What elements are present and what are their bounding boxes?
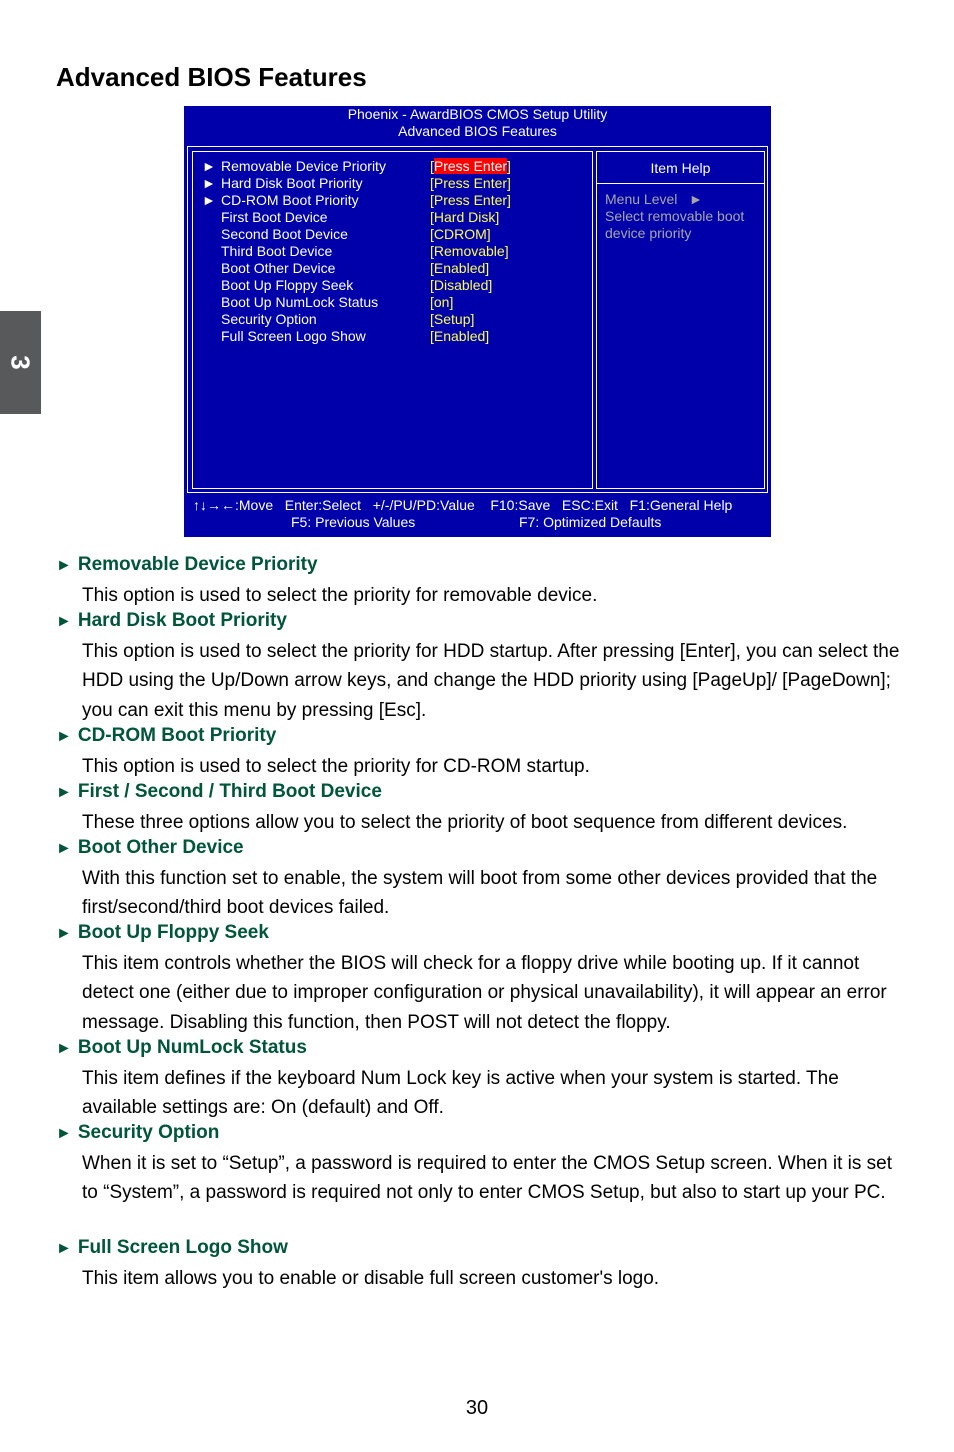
item-help-panel xyxy=(596,151,765,489)
bios-title-line1: Phoenix - AwardBIOS CMOS Setup Utility xyxy=(347,106,608,122)
help-text-line: Select removable boot xyxy=(605,208,745,224)
bios-item-label: Boot Up NumLock Status xyxy=(221,294,379,310)
triangle-bullet-icon: ► xyxy=(56,1125,72,1142)
key-legend-f7: F7: Optimized Defaults xyxy=(519,514,662,530)
bios-item-value[interactable]: [Press Enter] xyxy=(430,192,511,208)
bios-item-label: Security Option xyxy=(221,311,317,327)
section-full-screen-logo-show xyxy=(56,1236,916,1293)
bios-item-value[interactable]: [Removable] xyxy=(430,243,509,259)
submenu-arrow-icon: ► xyxy=(202,158,216,174)
section-text: This item allows you to enable or disable full screen customer's logo. xyxy=(82,1268,660,1289)
bios-item-value[interactable]: [Press Enter] xyxy=(430,158,511,174)
section-boot-device-order xyxy=(56,780,916,837)
selected-value: Press Enter xyxy=(433,158,508,174)
section-heading: ► CD-ROM Boot Priority xyxy=(56,725,277,746)
help-menu-level: Menu Level ► xyxy=(605,191,703,207)
bios-item-value[interactable]: [Enabled] xyxy=(430,260,490,276)
section-removable-device-priority xyxy=(56,553,916,610)
triangle-bullet-icon: ► xyxy=(56,925,72,942)
bios-item-security-option[interactable] xyxy=(193,311,592,328)
chapter-tab xyxy=(0,311,41,414)
submenu-arrow-icon: ► xyxy=(202,192,216,208)
section-text: This option is used to select the priority for HDD startup. After pressing [Enter], you can select the HDD using the Up/Down arrow keys, and change the HDD priority using [PageUp]/ [PageDown]; you can exit this menu by pressing [Esc]. xyxy=(82,641,900,721)
triangle-bullet-icon: ► xyxy=(56,613,72,630)
bios-frame xyxy=(187,146,768,493)
key-legend-line1: ↑↓→←:Move Enter:Select +/-/PU/PD:Value F10:Save ESC:Exit F1:General Help xyxy=(193,497,733,513)
chapter-number: 3 xyxy=(6,355,36,370)
section-text: With this function set to enable, the system will boot from some other devices provided that the first/second/third boot devices failed. xyxy=(82,868,878,919)
section-text: This item defines if the keyboard Num Lock key is active when your system is started. The available settings are: On (default) and Off. xyxy=(82,1068,839,1119)
section-cdrom-boot-priority xyxy=(56,724,916,781)
bios-item-value[interactable]: [on] xyxy=(430,294,454,310)
help-text-line: device priority xyxy=(605,225,692,241)
bios-item-label: Hard Disk Boot Priority xyxy=(221,175,363,191)
submenu-arrow-icon: ► xyxy=(202,175,216,191)
bios-item-removable-device-priority[interactable] xyxy=(193,158,592,175)
item-help-header: Item Help xyxy=(597,152,764,184)
bios-item-third-boot-device[interactable] xyxy=(193,243,592,260)
triangle-bullet-icon: ► xyxy=(56,784,72,801)
bios-item-label: Third Boot Device xyxy=(221,243,333,259)
triangle-bullet-icon: ► xyxy=(56,728,72,745)
key-legend-f5: F5: Previous Values xyxy=(291,514,416,530)
section-text: These three options allow you to select the priority of boot sequence from different devices. xyxy=(82,812,848,833)
bios-item-label: CD-ROM Boot Priority xyxy=(221,192,359,208)
item-help-body xyxy=(597,184,764,242)
bios-item-value[interactable]: [Press Enter] xyxy=(430,175,511,191)
bios-title-line2: Advanced BIOS Features xyxy=(398,123,557,139)
bios-item-second-boot-device[interactable] xyxy=(193,226,592,243)
bios-screenshot xyxy=(184,106,771,537)
section-text: This item controls whether the BIOS will check for a floppy drive while booting up. If it cannot detect one (either due to improper configuration or physical unavailability), it will appear an error message. Disabling this function, then POST will not detect the floppy. xyxy=(82,953,887,1033)
section-heading: ► Hard Disk Boot Priority xyxy=(56,610,287,631)
bios-item-label: Second Boot Device xyxy=(221,226,348,242)
triangle-bullet-icon: ► xyxy=(56,1040,72,1057)
bios-item-cdrom-boot-priority[interactable] xyxy=(193,192,592,209)
bios-item-label: Full Screen Logo Show xyxy=(221,328,366,344)
section-heading: ► First / Second / Third Boot Device xyxy=(56,781,382,802)
section-heading: ► Security Option xyxy=(56,1122,220,1143)
bios-item-label: Boot Up Floppy Seek xyxy=(221,277,354,293)
triangle-bullet-icon: ► xyxy=(56,1240,72,1257)
bios-item-boot-up-numlock-status[interactable] xyxy=(193,294,592,311)
triangle-bullet-icon: ► xyxy=(56,557,72,574)
section-text: This option is used to select the priority for removable device. xyxy=(82,585,598,606)
section-text: This option is used to select the priority for CD-ROM startup. xyxy=(82,756,590,777)
section-heading: ► Boot Up NumLock Status xyxy=(56,1037,307,1058)
bios-item-value[interactable]: [Hard Disk] xyxy=(430,209,500,225)
bios-item-value[interactable]: [Enabled] xyxy=(430,328,490,344)
section-heading: ► Full Screen Logo Show xyxy=(56,1237,288,1258)
section-hard-disk-boot-priority xyxy=(56,609,916,725)
bios-item-hard-disk-boot-priority[interactable] xyxy=(193,175,592,192)
bios-item-label: Removable Device Priority xyxy=(221,158,386,174)
triangle-bullet-icon: ► xyxy=(56,840,72,857)
bios-item-first-boot-device[interactable] xyxy=(193,209,592,226)
bios-item-boot-up-floppy-seek[interactable] xyxy=(193,277,592,294)
section-security-option xyxy=(56,1121,916,1208)
section-boot-other-device xyxy=(56,836,916,923)
section-boot-up-numlock-status xyxy=(56,1036,916,1123)
bios-title xyxy=(184,106,771,140)
bios-item-boot-other-device[interactable] xyxy=(193,260,592,277)
section-heading: ► Removable Device Priority xyxy=(56,554,318,575)
bios-item-value[interactable]: [Disabled] xyxy=(430,277,493,293)
page-number: 30 xyxy=(465,1397,489,1419)
section-heading: ► Boot Up Floppy Seek xyxy=(56,922,269,943)
bios-item-label: Boot Other Device xyxy=(221,260,336,276)
bios-item-full-screen-logo-show[interactable] xyxy=(193,328,592,345)
bios-item-value[interactable]: [CDROM] xyxy=(430,226,491,242)
section-boot-up-floppy-seek xyxy=(56,921,916,1037)
section-heading: ► Boot Other Device xyxy=(56,837,244,858)
bios-settings-panel xyxy=(192,151,593,489)
page-title: Advanced BIOS Features xyxy=(56,62,367,92)
bios-item-label: First Boot Device xyxy=(221,209,328,225)
section-text: When it is set to “Setup”, a password is required to enter the CMOS Setup screen. When it is set to “System”, a password is required not only to enter CMOS Setup, but also to start up your PC. xyxy=(82,1153,892,1204)
bios-item-value[interactable]: [Setup] xyxy=(430,311,475,327)
